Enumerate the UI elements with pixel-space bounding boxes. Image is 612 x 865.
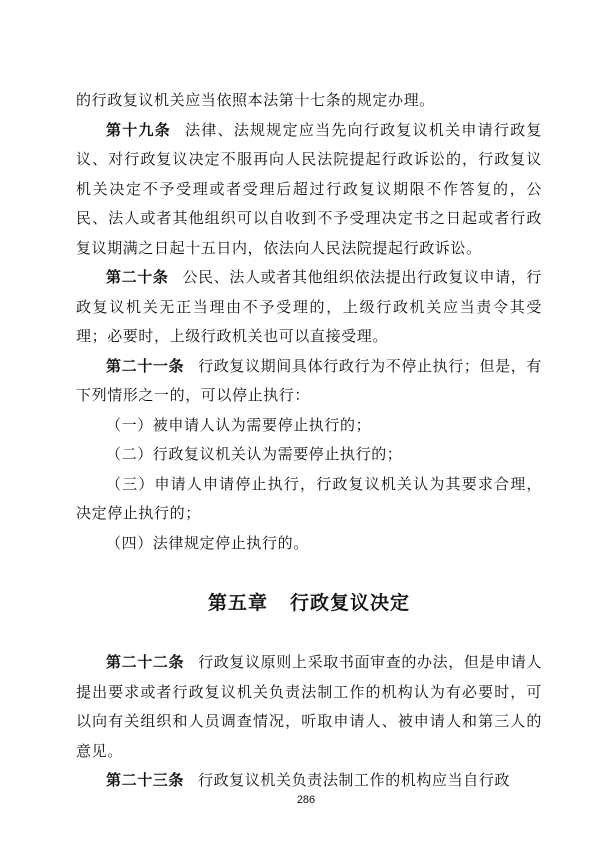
page-number: 286 xyxy=(296,794,316,806)
article-21 xyxy=(76,352,542,411)
article-text: 法律、法规规定应当先向行政复议机关申请行政复议、对行政复议决定不服再向人民法院提起行政诉讼的，行政复议机关决定不予受理或者受理后超过行政复议期限不作答复的，公民、法人或者其他组织可以自收到不予受理决定书之日起或者行政复议期满之日起十五日内，依法向人民法院提起行政诉讼。 xyxy=(76,120,543,257)
list-item-text: （三）申请人申请停止执行，行政复议机关认为其要求合理，决定停止执行的； xyxy=(76,474,542,522)
article-number: 第十九条 xyxy=(106,120,172,139)
article-22 xyxy=(76,648,542,766)
article-number: 第二十二条 xyxy=(106,653,185,671)
article-number: 第二十一条 xyxy=(106,356,185,375)
article-text: 行政复议原则上采取书面审查的办法，但是申请人提出要求或者行政复议机关负责法制工作的机构认为有必要时，可以向有关组织和人员调查情况，听取申请人、被申请人和第三人的意见。 xyxy=(76,653,542,760)
chapter-heading xyxy=(76,588,542,618)
chapter-number: 第五章 xyxy=(207,592,268,614)
article-23 xyxy=(76,766,542,796)
article-20 xyxy=(76,263,542,352)
article-19 xyxy=(76,116,542,264)
article-number: 第二十条 xyxy=(106,268,169,286)
article-text: 行政复议机关负责法制工作的机构应当自行政 xyxy=(198,771,511,789)
paragraph-text: 的行政复议机关应当依照本法第十七条的规定办理。 xyxy=(76,91,435,109)
article-text: 公民、法人或者其他组织依法提出行政复议申请，行政复议机关无正当理由不予受理的，上级行政机关应当责令其受理；必要时，上级行政机关也可以直接受理。 xyxy=(76,268,542,345)
list-item-1 xyxy=(76,411,542,441)
list-item-text: （二）行政复议机关认为需要停止执行的； xyxy=(106,445,403,463)
list-item-2 xyxy=(76,440,542,470)
article-number: 第二十三条 xyxy=(106,771,185,789)
paragraph-continuation xyxy=(76,86,542,116)
list-item-3 xyxy=(76,470,542,529)
list-item-text: （四）法律规定停止执行的。 xyxy=(106,533,309,552)
list-item-4 xyxy=(76,529,542,559)
article-text: 行政复议期间具体行政行为不停止执行；但是，有下列情形之一的，可以停止执行： xyxy=(76,356,542,404)
page-content xyxy=(76,86,542,796)
chapter-title: 行政复议决定 xyxy=(290,592,411,614)
list-item-text: （一）被申请人认为需要停止执行的； xyxy=(106,415,372,434)
